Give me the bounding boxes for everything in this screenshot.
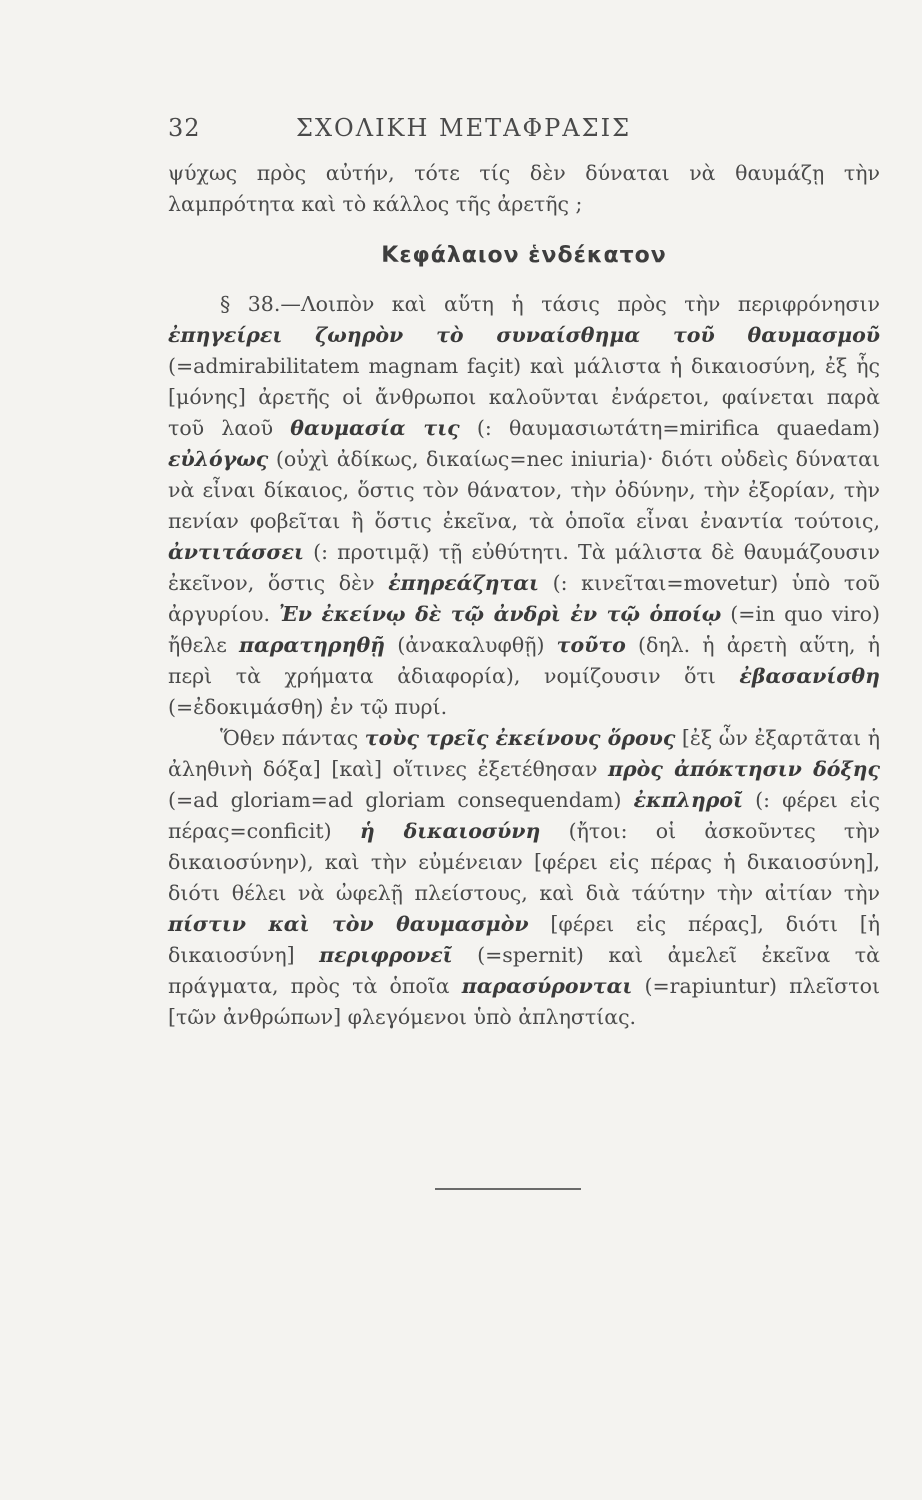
emphasized-term: ἐπηρεάζηται — [388, 571, 539, 595]
emphasized-term: ἐκπληροῖ — [633, 788, 743, 812]
emphasized-term: τοὺς τρεῖς ἐκείνους ὅρους — [364, 726, 676, 750]
emphasized-term: παρατηρηθῇ — [239, 633, 386, 657]
emphasized-term: περιφρονεῖ — [319, 943, 453, 967]
page-header — [168, 108, 752, 148]
emphasized-term: πίστιν καὶ τὸν θαυμασμὸν — [168, 912, 529, 936]
emphasized-term: παρασύρονται — [461, 974, 633, 998]
emphasized-term: τοῦτο — [556, 633, 626, 657]
emphasized-term: εὐλόγως — [168, 447, 269, 471]
emphasized-term: Ἐν ἐκείνῳ δὲ τῷ ἀνδρὶ ἐν τῷ ὁποίῳ — [278, 602, 722, 626]
paragraph-section-38: § 38.—Λοιπὸν καὶ αὕτη ἡ τάσις πρὸς τὴν περιφρόνησιν ἐπηγείρει ζωηρὸν τὸ συναίσθημα τοῦ θαυμασμοῦ (=admirabilitatem magnam façit) καὶ μάλιστα ἡ δικαιοσύνη, ἐξ ἧς [μόνης] ἀρετῆς οἱ ἄνθρωποι καλοῦνται ἐνάρετοι, φαίνεται παρὰ τοῦ λαοῦ θαυμασία τις (: θαυμασιωτάτη=mirifica quaedam) εὐλόγως (οὐχὶ ἀδίκως, δικαίως=nec iniuria)· διότι οὐδεὶς δύναται νὰ εἶναι δίκαιος, ὅστις τὸν θάνατον, τὴν ὀδύνην, τὴν ἐξορίαν, τὴν πενίαν φοβεῖται ἢ ὅστις ἐκεῖνα, τὰ ὁποῖα εἶναι ἐναντία τούτοις, ἀντιτάσσει (: προτιμᾷ) τῇ εὐθύτητι. Τὰ μάλιστα δὲ θαυμάζουσιν ἐκεῖνον, ὅστις δὲν ἐπηρεάζηται (: κινεῖται=movetur) ὑπὸ τοῦ ἀργυρίου. Ἐν ἐκείνῳ δὲ τῷ ἀνδρὶ ἐν τῷ ὁποίῳ (=in quo viro) ἤθελε παρατηρηθῇ (ἀνακαλυφθῇ) τοῦτο (δηλ. ἡ ἀρετὴ αὕτη, ἡ περὶ τὰ χρήματα ἀδιαφορία), νομίζουσιν ὅτι ἐβασανίσθη (=ἐδοκιμάσθη) ἐν τῷ πυρί. — [168, 292, 880, 719]
emphasized-term: θαυμασία τις — [290, 416, 460, 440]
emphasized-term: ἐπηγείρει ζωηρὸν τὸ συναίσθημα τοῦ θαυμασμοῦ — [168, 323, 880, 347]
chapter-heading: Κεφάλαιον ἑνδέκατον — [381, 243, 667, 268]
emphasized-term: ἐβασανίσθη — [739, 664, 880, 688]
paragraph-othen: Ὅθεν πάντας τοὺς τρεῖς ἐκείνους ὅρους [ἐξ ὧν ἐξαρτᾶται ἡ ἀληθινὴ δόξα] [καὶ] οἵτινες ἐξετέθησαν πρὸς ἀπόκτησιν δόξης (=ad gloriam=ad gloriam consequendam) ἐκπληροῖ (: φέρει εἰς πέρας=conficit) ἡ δικαιοσύνη (ἤτοι: οἱ ἀσκοῦντες τὴν δικαιοσύνην), καὶ τὴν εὐμένειαν [φέρει εἰς πέρας ἡ δικαιοσύνη], διότι θέλει νὰ ὠφελῇ πλείστους, καὶ διὰ τάύτην τὴν αἰτίαν τὴν πίστιν καὶ τὸν θαυμασμὸν [φέρει εἰς πέρας], διότι [ἡ δικαιοσύνη] περιφρονεῖ (=spernit) καὶ ἀμελεῖ ἐκεῖνα τὰ πράγματα, πρὸς τὰ ὁποῖα παρασύρονται (=rapiuntur) πλεῖστοι [τῶν ἀνθρώπων] φλεγόμενοι ὑπὸ ἀπληστίας. — [168, 726, 881, 1029]
running-head: ΣΧΟΛΙΚΗ ΜΕΤΑΦΡΑΣΙΣ — [296, 114, 632, 142]
emphasized-term: ἀντιτάσσει — [168, 540, 304, 564]
paragraph-continued: ψύχως πρὸς αὐτήν, τότε τίς δὲν δύναται νὰ θαυμάζῃ τὴν λαμπρότητα καὶ τὸ κάλλος τῆς ἀρετῆς ; — [168, 161, 880, 216]
emphasized-term: πρὸς ἀπόκτησιν δόξης — [608, 757, 881, 781]
body-text — [168, 158, 880, 1033]
end-rule — [435, 1188, 581, 1190]
emphasized-term: ἡ δικαιοσύνη — [359, 819, 541, 843]
page-number: 32 — [168, 114, 201, 142]
